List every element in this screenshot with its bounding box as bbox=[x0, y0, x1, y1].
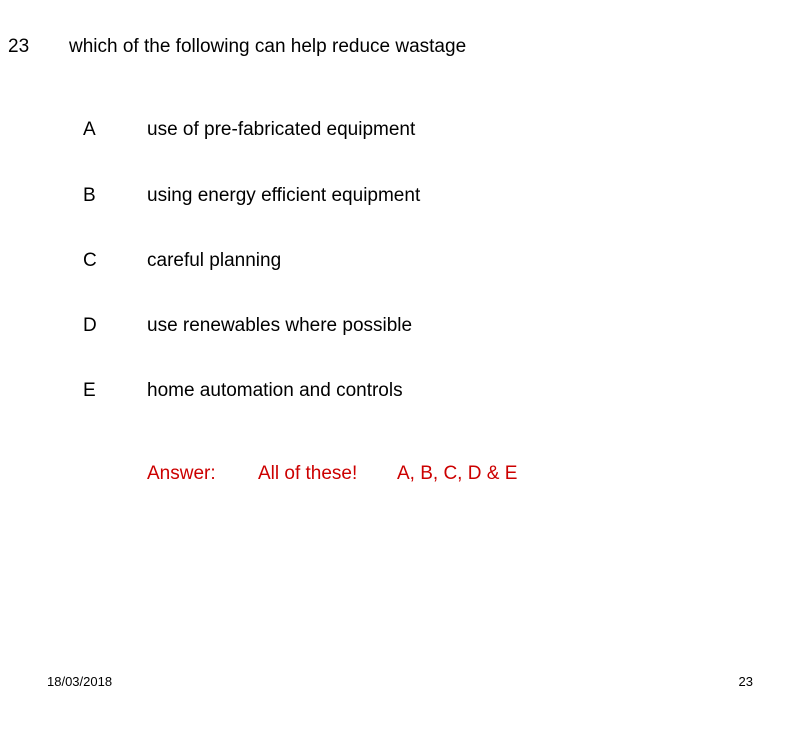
footer-page-number: 23 bbox=[738, 674, 753, 689]
answer-label: Answer: bbox=[147, 463, 216, 484]
option-text: use of pre-fabricated equipment bbox=[147, 119, 416, 140]
answer-letters: A, B, C, D & E bbox=[397, 463, 518, 484]
option-letter: A bbox=[83, 119, 96, 140]
footer-date: 18/03/2018 bbox=[47, 674, 113, 689]
option-text: using energy efficient equipment bbox=[147, 185, 421, 206]
option-text: use renewables where possible bbox=[147, 315, 413, 336]
option-letter: E bbox=[83, 380, 96, 401]
option-letter: C bbox=[83, 250, 97, 271]
question-text: which of the following can help reduce wastage bbox=[69, 36, 467, 57]
option-text: careful planning bbox=[147, 250, 282, 271]
option-text: home automation and controls bbox=[147, 380, 403, 401]
question-number: 23 bbox=[8, 36, 30, 57]
option-letter: B bbox=[83, 185, 96, 206]
option-letter: D bbox=[83, 315, 97, 336]
answer-summary: All of these! bbox=[258, 463, 358, 484]
